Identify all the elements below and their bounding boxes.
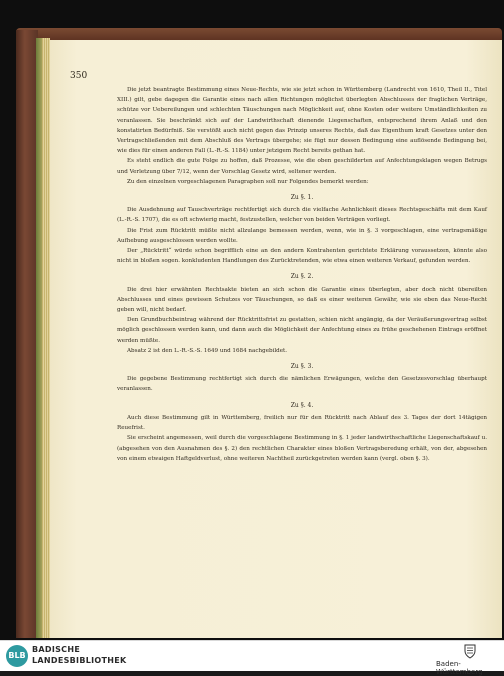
section-heading: Zu §. 1. xyxy=(290,194,314,202)
blb-logo-icon[interactable]: BLB xyxy=(6,645,28,667)
paragraph: Absatz 2 ist den L.-R.-S.-S. 1649 und 1684 nachgebildet. xyxy=(127,347,288,354)
paragraph: Den Grundbuchbeintrag während der Rücktrittsfrist zu gestatten, schien nicht angängig, da der Veräußerungsvertrag selbst möglich geschlossen werden kann, und dann auch die Möglichkeit der Anfechtung eines zu frühe geschehenen Eintrags eröffnet werden müßte. xyxy=(117,317,487,344)
library-name-line1[interactable]: BADISCHE xyxy=(32,645,81,654)
book-spine xyxy=(16,30,38,638)
paragraph: Die Ausdehnung auf Tauschverträge rechtfertigt sich durch die vielfache Aehnlichkeit dieses Rechtsgeschäfts mit dem Kauf (L.-R.-S. 1707), die es oft schwierig macht, festzustellen, welcher von beiden Verträgen vorliegt. xyxy=(117,207,487,224)
section-heading: Zu §. 2. xyxy=(290,273,314,281)
paragraph: Auch diese Bestimmung gilt in Württemberg, freilich nur für den Rücktritt nach Ablauf des 3. Tages der dort 14tägigen Reuefrist. xyxy=(117,414,487,432)
page-number: 350 xyxy=(70,71,88,81)
section-heading: Zu §. 3. xyxy=(290,363,314,371)
paragraph: Die jetzt beantragte Bestimmung eines Neue-Rechts, wie sie jetzt schon in Württemberg (Landrecht von 1610, Theil II., Titel XIII.) gilt, gebe dagegen die Garantie eines nach allen Richtungen möglichst überlegten Abschlusses der fraglichen Verträge, schütze vor Uebereilungen und schlechten Täuschungen nach Möglichkeit auf, ohne Kosten oder weitere Umständlichkeiten zu veranlassen. Sie beschränkt sich auf der Landwirthschaft dienende Liegenschaften, entsprechend ihrem Anlaß und den konstatirten Bedürfniß. Sie verstößt auch nicht gegen das Prinzip unseres Rechts, daß das Eigenthum kraft Gesetzes unter den Vertragschließenden mit dem Abschluß des Vertrags übergehe; sie fügt nur dessen Bedingung eine auflösende Bedingung bei, wie dies für einen anderen Fall (L.-R.-S. 1184) unter jetzigem Recht bereits gethan hat. xyxy=(117,87,487,155)
page-text xyxy=(117,85,487,464)
section-heading: Zu §. 4. xyxy=(290,401,314,409)
paragraph: Der „Rücktritt“ würde schon begrifflich eine an den andern Kontrahenten gerichtete Erklärung voraussetzen, könnte also nicht in bloßen sogen. konkludenten Handlungen des Zurücktretenden, wie etwa einen weiteren Verkauf, gefunden werden. xyxy=(117,248,487,265)
paragraph: Die drei hier erwähnten Rechtsakte bieten an sich schon die Garantie eines überlegten, aber doch nicht übereilten Abschlusses und eines gewissen Schutzes vor Täuschungen, so daß es einer weiteren Gewähr, wie sie eben das Neue-Recht geben will, nicht bedarf. xyxy=(117,286,487,314)
page-stack-edge xyxy=(42,38,50,638)
paragraph: Zu den einzelnen vorgeschlagenen Paragraphen soll nur Folgendes bemerkt werden: xyxy=(127,178,369,185)
footer-bar xyxy=(0,640,504,676)
paragraph: Es steht endlich die gute Folge zu hoffen, daß Prozesse, wie die oben geschilderten auf Anfechtungsklagen wegen Betrugs und Verletzung über 7/12, wenn der Vorschlag Gesetz wird, seltener werden. xyxy=(117,158,487,175)
library-name-line2[interactable]: LANDESBIBLIOTHEK xyxy=(32,656,127,665)
paragraph: Sie erscheint angemessen, weil durch die vorgeschlagene Bestimmung in §. 1 jeder landwirthschaftliche Liegenschaftskauf u. (abgesehen von den Ausnahmen des §. 2) den rechtlichen Charakter eines bloßen Vertragsberedung erhält, von der, abgesehen von einem etwaigen Haftgeldverlust, ohne weiteren Nachtheil zurückgetreten werden kann (vergl. oben §. 3). xyxy=(117,435,487,462)
paragraph: Die gegebene Bestimmung rechtfertigt sich durch die nämlichen Erwägungen, welche den Gesetzesvorschlag überhaupt veranlassen. xyxy=(117,376,487,393)
coat-of-arms-icon[interactable] xyxy=(462,643,478,659)
paragraph: Die Frist zum Rücktritt müßte nicht allzulange bemessen werden, wenn, wie in §. 3 vorgeschlagen, eine vertragsmäßige Aufhebung ausgeschlossen werden wollte. xyxy=(117,227,487,244)
partner-label[interactable]: Baden-Württemberg xyxy=(436,660,483,676)
